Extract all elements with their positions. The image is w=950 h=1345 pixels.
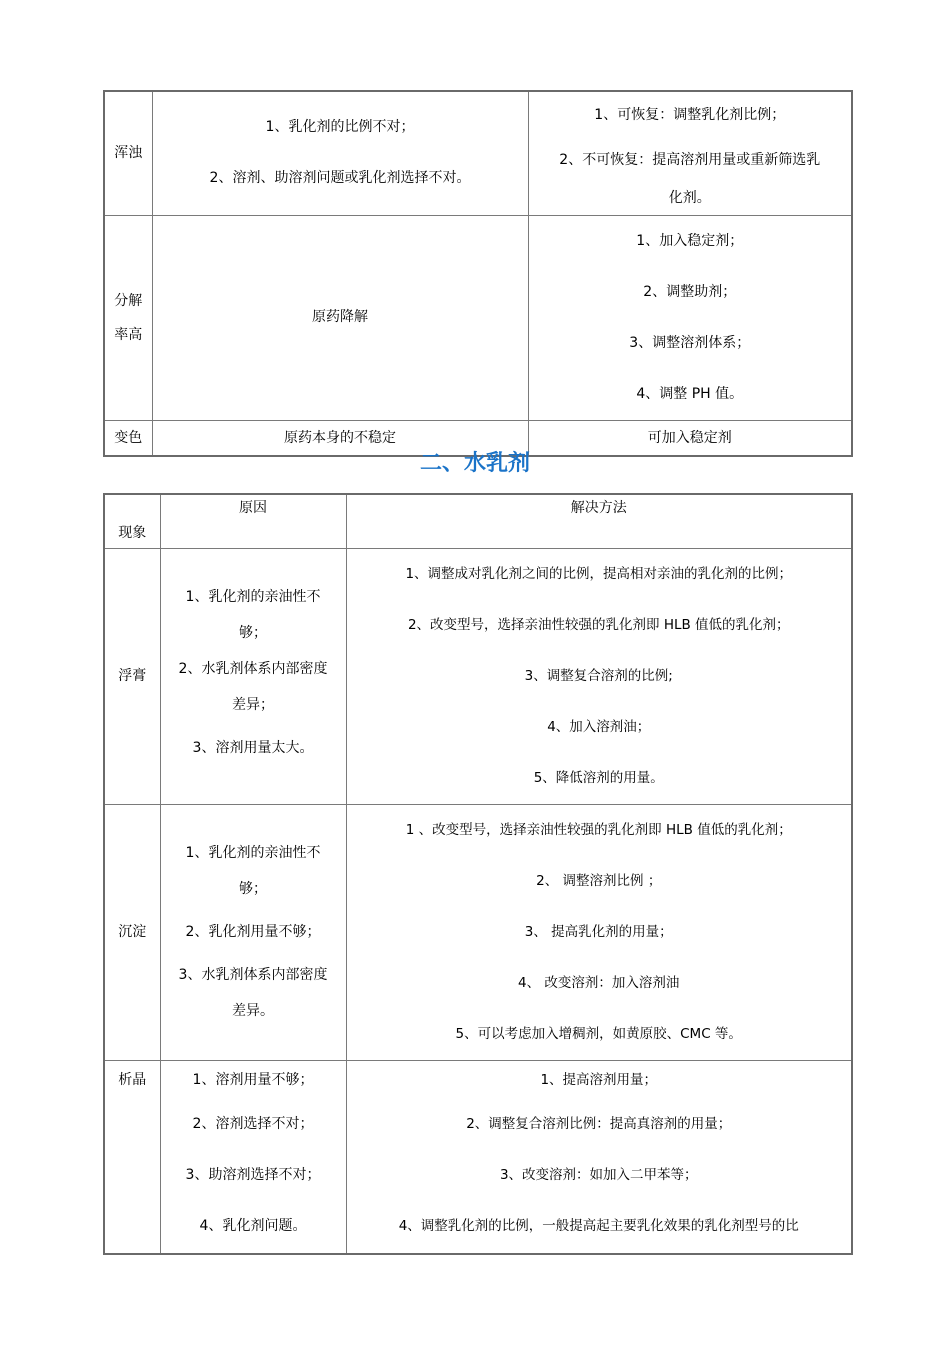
header-phenomenon: 现象	[104, 494, 160, 548]
table-row	[104, 91, 852, 215]
phenomenon-cell: 浑浊	[104, 91, 152, 215]
cause-cell: 原药本身的不稳定	[152, 420, 528, 456]
cause-cell: 1、乳化剂的亲油性不 够； 2、水乳剂体系内部密度 差异； 3、溶剂用量太大。	[160, 548, 346, 804]
phenomenon-cell: 浮膏	[104, 548, 160, 804]
table-row	[104, 804, 852, 1060]
table-1	[103, 90, 853, 457]
cause-cell: 1、乳化剂的亲油性不 够； 2、乳化剂用量不够； 3、水乳剂体系内部密度 差异。	[160, 804, 346, 1060]
cause-cell: 1、乳化剂的比例不对； 2、溶剂、助溶剂问题或乳化剂选择不对。	[152, 91, 528, 215]
solution-cell: 1、可恢复：调整乳化剂比例； 2、不可恢复：提高溶剂用量或重新筛选乳 化剂。	[528, 91, 852, 215]
phenomenon-cell: 分解 率高	[104, 215, 152, 420]
phenomenon-cell: 变色	[104, 420, 152, 456]
solution-cell: 1、加入稳定剂； 2、调整助剂； 3、调整溶剂体系； 4、调整 PH 值。	[528, 215, 852, 420]
header-cause: 原因	[160, 494, 346, 548]
phenomenon-cell: 沉淀	[104, 804, 160, 1060]
cause-cell: 1、溶剂用量不够； 2、溶剂选择不对； 3、助溶剂选择不对； 4、乳化剂问题。	[160, 1060, 346, 1254]
solution-cell: 1、提高溶剂用量； 2、调整复合溶剂比例：提高真溶剂的用量； 3、改变溶剂：如加入二甲苯等； 4、调整乳化剂的比例，一般提高起主要乳化效果的乳化剂型号的比	[346, 1060, 852, 1254]
section-title: 二、水乳剂	[419, 451, 530, 476]
phenomenon-cell: 析晶	[104, 1060, 160, 1254]
solution-cell: 1 、改变型号，选择亲油性较强的乳化剂即 HLB 值低的乳化剂； 2、 调整溶剂比例 ； 3、 提高乳化剂的用量； 4、 改变溶剂：加入溶剂油 5、可以考虑加入增稠剂，如黄原胶、CMC 等。	[346, 804, 852, 1060]
table-header-row	[104, 494, 852, 548]
table-row	[104, 548, 852, 804]
solution-cell: 1、调整成对乳化剂之间的比例，提高相对亲油的乳化剂的比例； 2、改变型号，选择亲油性较强的乳化剂即 HLB 值低的乳化剂； 3、调整复合溶剂的比例; 4、加入溶剂油； 5、降低溶剂的用量。	[346, 548, 852, 804]
table-row	[104, 215, 852, 420]
solution-cell: 可加入稳定剂	[528, 420, 852, 456]
cause-cell: 原药降解	[152, 215, 528, 420]
table-2	[103, 493, 853, 1255]
header-solution: 解决方法	[346, 494, 852, 548]
table-row	[104, 1060, 852, 1254]
